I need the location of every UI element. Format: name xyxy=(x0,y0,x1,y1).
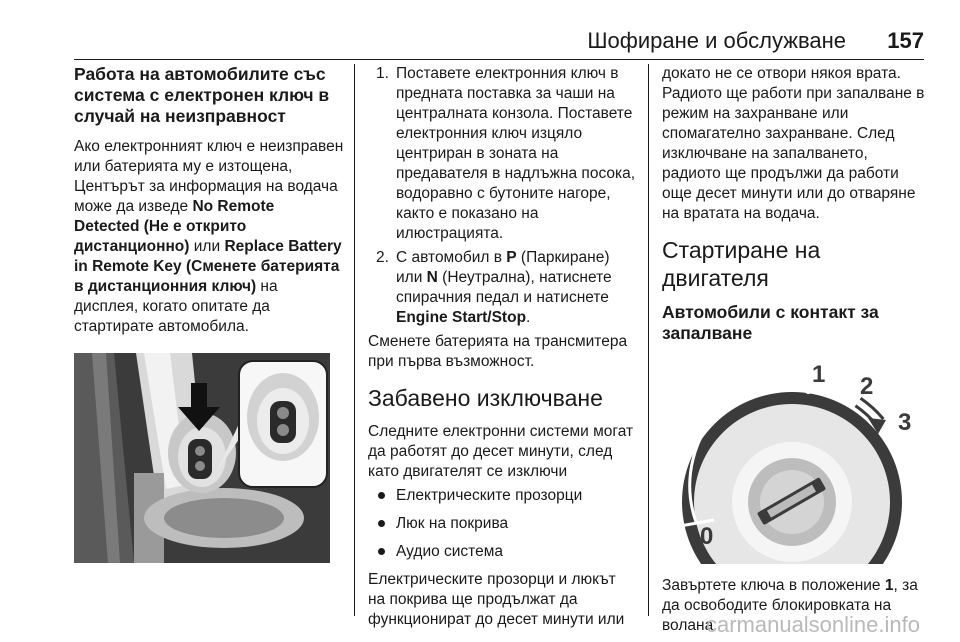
delayed-intro: Следните електронни системи могат да работят до десет минути, след като двигателят се изключи xyxy=(368,423,634,480)
list-item: Електрическите прозорци xyxy=(368,486,636,506)
watermark: carmanualsonline.info xyxy=(705,612,920,637)
section-heading-engine-start: Стартиране на двигателя xyxy=(662,237,821,291)
remote-failure-paragraph: Ако електронният ключ е неизправен или батерията му е изтощена, Центърът за информация на водача може да изведе No Remote Detected (Не е открито дистанционно) или Replace Battery in Remote Key (Сменете батерията в дистанционния ключ) на дисплея, когато опитате да стартирате автомобила. xyxy=(74,138,344,335)
column-divider xyxy=(354,64,355,616)
position-label-1: 1 xyxy=(812,361,826,388)
message-no-remote: No Remote Detected (Не е открито дистанционно) xyxy=(74,198,275,255)
position-label-3: 3 xyxy=(898,409,912,436)
message-replace-battery: Replace Battery in Remote Key (Сменете батерията в дистанционния ключ) xyxy=(74,238,342,295)
column-divider xyxy=(648,64,649,616)
battery-note: Сменете батерията на трансмитера при първа възможност. xyxy=(368,333,628,370)
systems-list xyxy=(368,486,636,562)
page-header xyxy=(74,26,924,60)
delayed-end: Електрическите прозорци и люкът на покрива ще продължат да функционират до десет минути или xyxy=(368,571,625,628)
figure-caption: Завъртете ключа в положение 1, за да освободите блокировката на волана. xyxy=(662,577,918,634)
column-left xyxy=(74,64,344,563)
section-heading-remote-failure: Работа на автомобилите със система с електронен ключ в случай на неизправност xyxy=(74,64,330,126)
column-middle xyxy=(368,64,636,630)
section-heading-delayed-shutdown: Забавено изключване xyxy=(368,385,603,411)
continued-paragraph: докато не се отвори някоя врата. Радиото ще работи при запалване в режим на захранване или спомагателно захранване. След изключване на запалването, радиото ще продължи да работи още десет минути или до отваряне на вратата на водача. xyxy=(662,65,925,222)
list-item: 2. С автомобил в P (Паркиране) или N (Неутрална), натиснете спирачния педал и натиснете Engine Start/Stop. xyxy=(376,249,612,326)
ignition-positions-illustration xyxy=(662,358,924,564)
list-item: Люк на покрива xyxy=(368,514,636,534)
console-cupholder-illustration xyxy=(74,353,330,563)
page-number: 157 xyxy=(887,28,924,53)
engine-start-stop-label: Engine Start/Stop xyxy=(396,309,527,326)
position-label-0: 0 xyxy=(700,523,714,550)
subsection-heading-ignition: Автомобили с контакт за запалване xyxy=(662,302,879,343)
list-item: 1. Поставете електронния ключ в предната поставка за чаши на централната конзола. Поставете електронния ключ изцяло центриран в зоната на предавателя в надлъжна посока, водоравно с бутоните нагоре, както е показано на илюстрацията. xyxy=(376,65,636,242)
list-item: Аудио система xyxy=(368,542,636,562)
column-right xyxy=(662,64,928,636)
position-label-2: 2 xyxy=(860,373,874,400)
running-head: Шофиране и обслужване xyxy=(587,28,846,53)
steps-list xyxy=(368,64,636,328)
